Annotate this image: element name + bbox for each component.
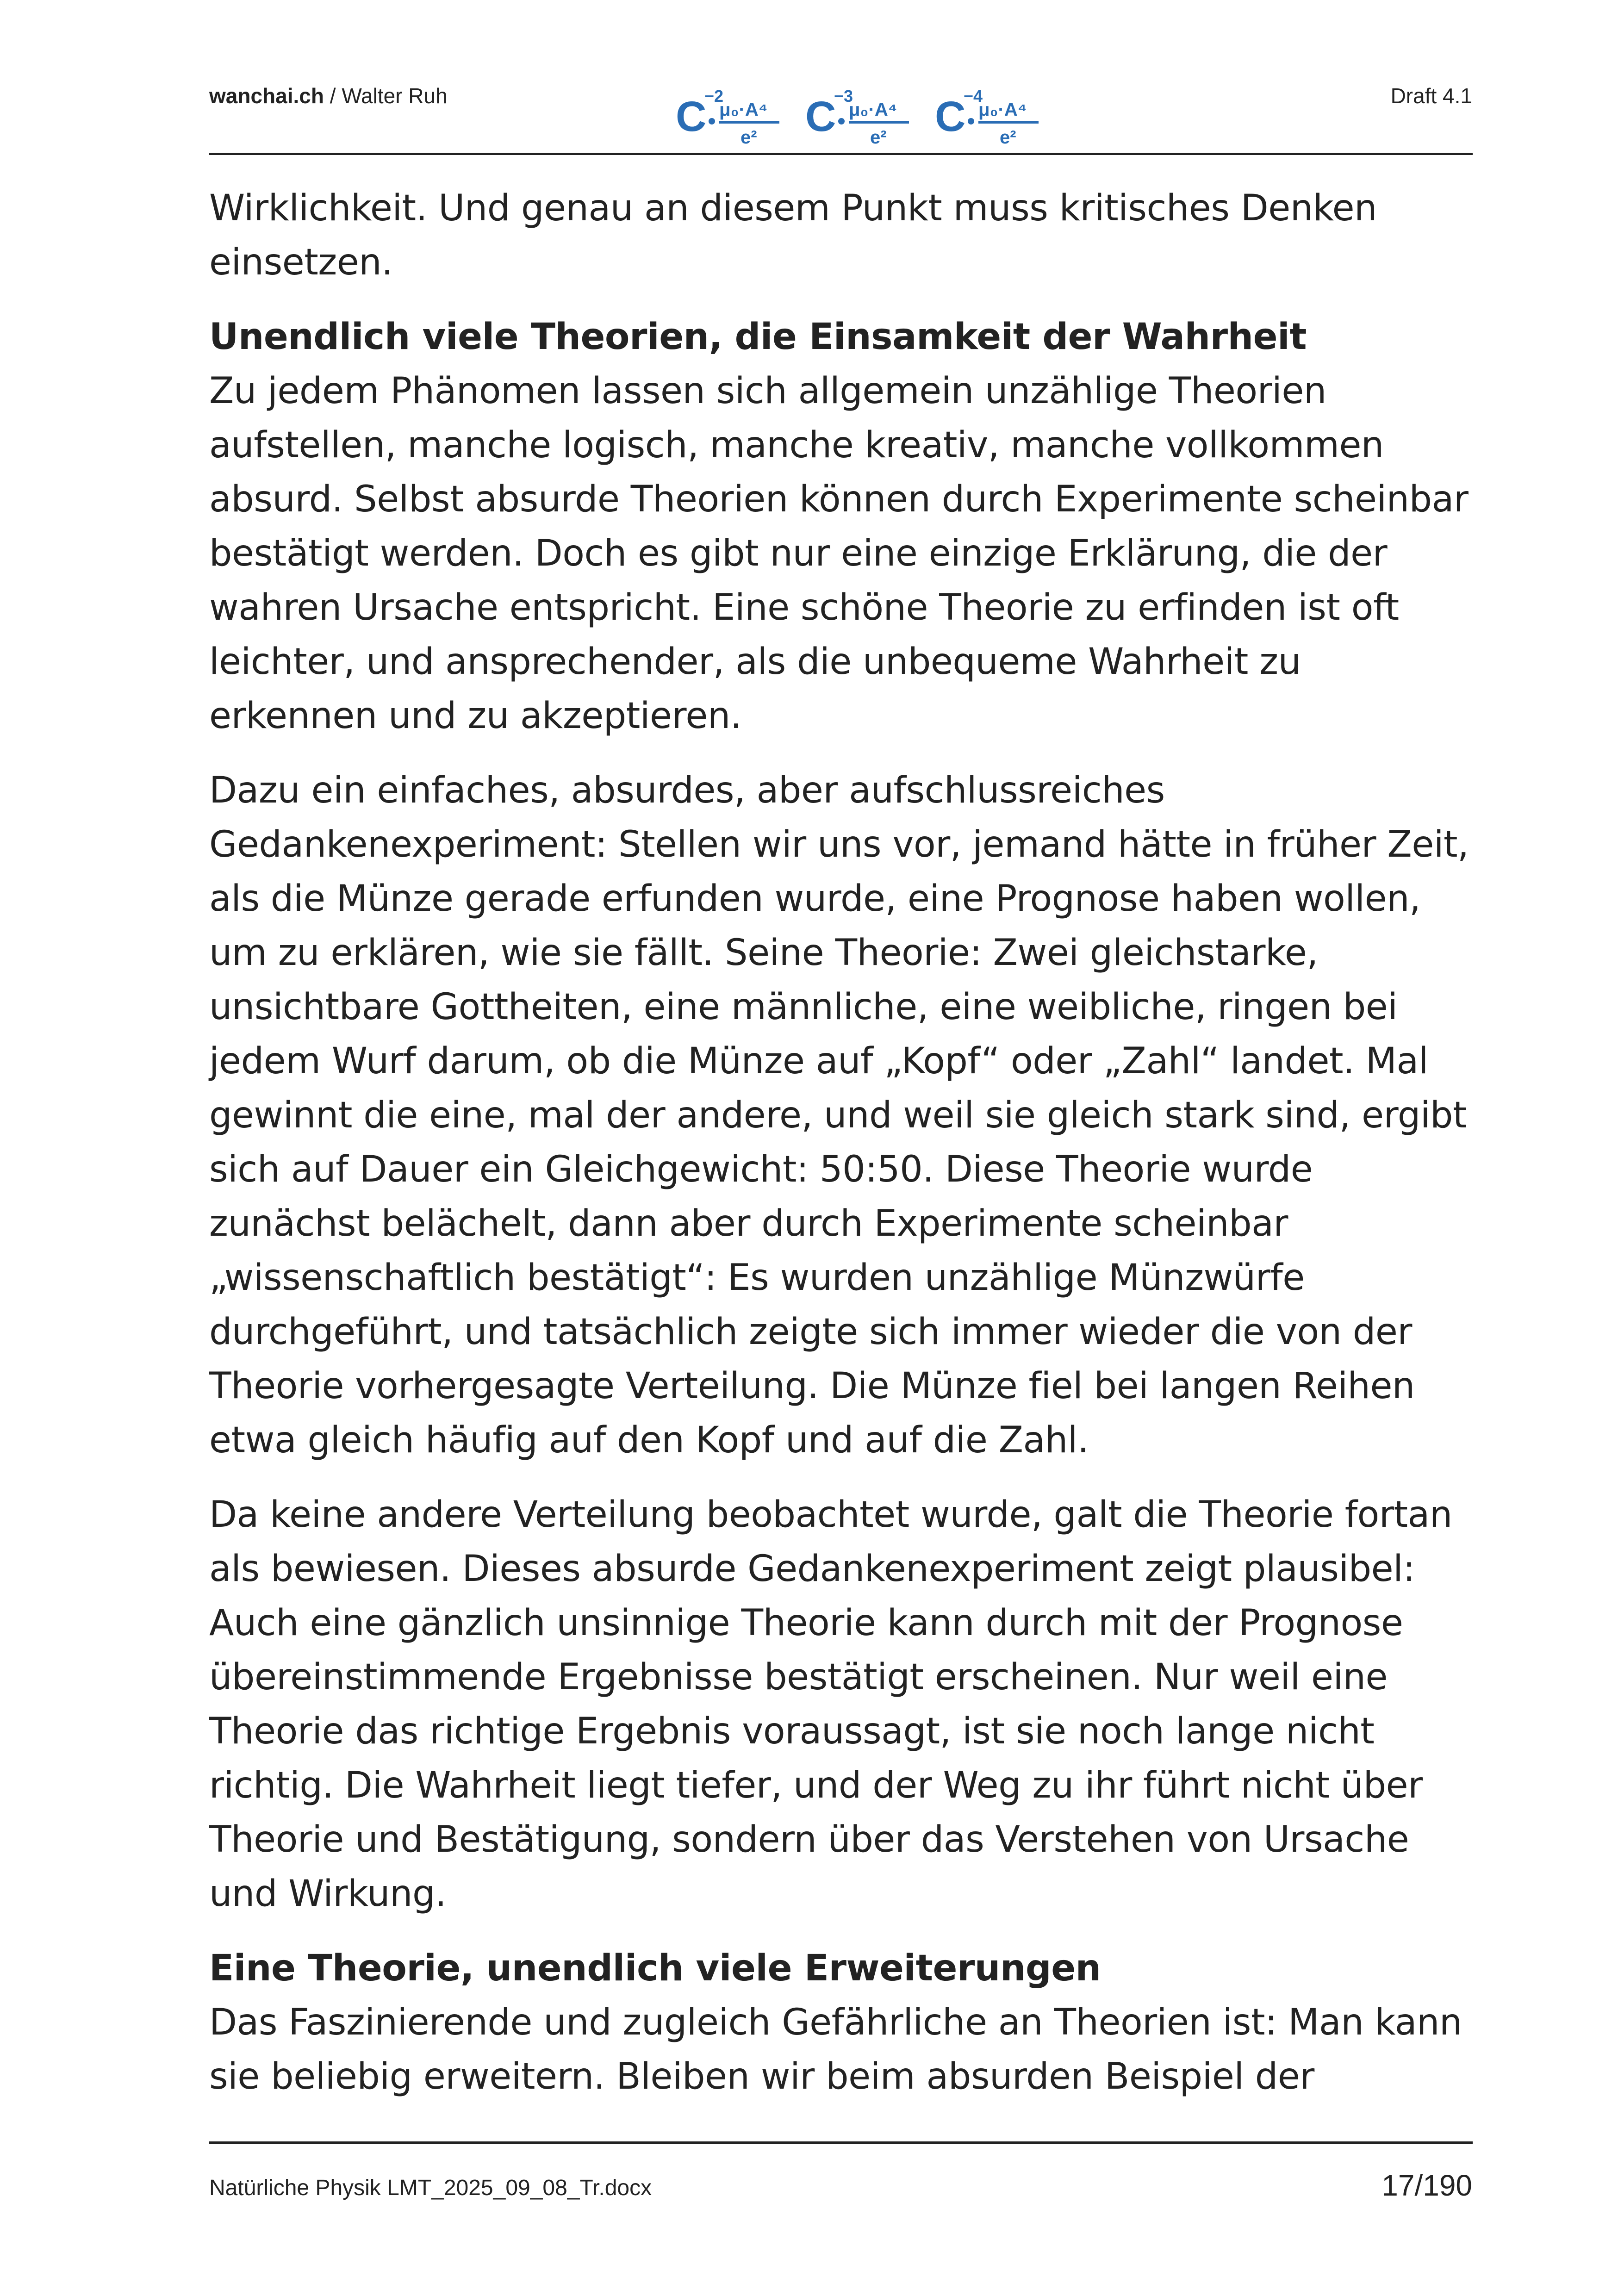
text-line: Das Faszinierende und zugleich Gefährliche an Theorien ist: Man kann — [209, 2002, 1462, 2043]
text-line: wahren Ursache entspricht. Eine schöne Theorie zu erfinden ist oft — [209, 587, 1399, 628]
header-author — [209, 83, 448, 108]
text-line: als bewiesen. Dieses absurde Gedankenexperiment zeigt plausibel: — [209, 1548, 1415, 1590]
text-line: Da keine andere Verteilung beobachtet wurde, galt die Theorie fortan — [209, 1494, 1452, 1536]
text-line: leichter, und ansprechender, als die unbequeme Wahrheit zu — [209, 641, 1301, 683]
text-line: Wirklichkeit. Und genau an diesem Punkt muss kritisches Denken — [209, 187, 1377, 229]
text-line: Theorie und Bestätigung, sondern über das Verstehen von Ursache — [209, 1819, 1409, 1860]
logo-den: e² — [741, 127, 757, 148]
text-line: sie beliebig erweitern. Bleiben wir beim absurden Beispiel der — [209, 2056, 1314, 2097]
header-divider — [209, 153, 1473, 155]
text-line: übereinstimmende Ergebnisse bestätigt erscheinen. Nur weil eine — [209, 1656, 1388, 1698]
footer-filename: Natürliche Physik LMT_2025_09_08_Tr.docx — [209, 2176, 652, 2200]
header-draft-label: Draft 4.1 — [1390, 84, 1472, 108]
paragraph-1 — [209, 364, 1487, 743]
section-heading-2: Eine Theorie, unendlich viele Erweiterungen — [209, 1948, 1101, 1989]
logo-c: C — [805, 93, 836, 140]
logo-den: e² — [1000, 127, 1016, 148]
text-line: absurd. Selbst absurde Theorien können durch Experimente scheinbar — [209, 479, 1469, 520]
text-line: unsichtbare Gottheiten, eine männliche, eine weibliche, ringen bei — [209, 986, 1398, 1028]
text-line: etwa gleich häufig auf den Kopf und auf die Zahl. — [209, 1419, 1089, 1461]
document-body — [209, 181, 1487, 2104]
logo-formula-3 — [935, 87, 1039, 148]
text-line: bestätigt werden. Doch es gibt nur eine einzige Erklärung, die der — [209, 533, 1388, 574]
logo-num: μ₀·A⁴ — [849, 100, 897, 120]
logo-c: C — [935, 93, 966, 140]
text-line: sich auf Dauer ein Gleichgewicht: 50:50. Diese Theorie wurde — [209, 1149, 1313, 1190]
paragraph-0 — [209, 181, 1487, 290]
text-line: richtig. Die Wahrheit liegt tiefer, und der Weg zu ihr führt nicht über — [209, 1765, 1423, 1806]
text-line: Zu jedem Phänomen lassen sich allgemein unzählige Theorien — [209, 370, 1326, 412]
section-heading-1: Unendlich viele Theorien, die Einsamkeit der Wahrheit — [209, 316, 1307, 358]
text-line: und Wirkung. — [209, 1873, 447, 1915]
text-line: Theorie das richtige Ergebnis voraussagt, ist sie noch lange nicht — [209, 1711, 1375, 1752]
page-number: 17/190 — [1382, 2169, 1472, 2202]
logo-formula-1 — [676, 87, 779, 148]
text-line: jedem Wurf darum, ob die Münze auf „Kopf“ oder „Zahl“ landet. Mal — [209, 1040, 1428, 1082]
text-line: Gedankenexperiment: Stellen wir uns vor, jemand hätte in früher Zeit, — [209, 824, 1469, 865]
text-line: erkennen und zu akzeptieren. — [209, 695, 742, 737]
text-line: einsetzen. — [209, 242, 393, 283]
logo-exp: −3 — [834, 87, 853, 106]
paragraph-2 — [209, 764, 1487, 1468]
logo-den: e² — [870, 127, 887, 148]
logo-exp: −2 — [704, 87, 724, 106]
logo-c: C — [676, 93, 707, 140]
header-brand: wanchai.ch — [209, 84, 324, 108]
text-line: um zu erklären, wie sie fällt. Seine Theorie: Zwei gleichstarke, — [209, 932, 1318, 974]
logo-num: μ₀·A⁴ — [719, 100, 768, 120]
formula-logo — [676, 82, 1060, 152]
text-line: Dazu ein einfaches, absurdes, aber aufschlussreiches — [209, 770, 1165, 811]
text-line: Auch eine gänzlich unsinnige Theorie kann durch mit der Prognose — [209, 1602, 1403, 1644]
footer-divider — [209, 2141, 1473, 2144]
text-line: durchgeführt, und tatsächlich zeigte sich immer wieder die von der — [209, 1311, 1412, 1353]
header-author-name: Walter Ruh — [342, 84, 448, 108]
text-line: „wissenschaftlich bestätigt“: Es wurden unzählige Münzwürfe — [209, 1257, 1305, 1299]
paragraph-4 — [209, 1996, 1487, 2104]
text-line: gewinnt die eine, mal der andere, und weil sie gleich stark sind, ergibt — [209, 1095, 1467, 1136]
header-separator: / — [324, 84, 342, 108]
text-line: Theorie vorhergesagte Verteilung. Die Münze fiel bei langen Reihen — [209, 1365, 1415, 1407]
text-line: aufstellen, manche logisch, manche kreativ, manche vollkommen — [209, 424, 1384, 466]
text-line: zunächst belächelt, dann aber durch Experimente scheinbar — [209, 1203, 1288, 1244]
paragraph-3 — [209, 1488, 1487, 1921]
logo-exp: −4 — [964, 87, 983, 106]
text-line: als die Münze gerade erfunden wurde, eine Prognose haben wollen, — [209, 878, 1421, 920]
logo-formula-2 — [805, 87, 909, 148]
logo-num: μ₀·A⁴ — [978, 100, 1027, 120]
